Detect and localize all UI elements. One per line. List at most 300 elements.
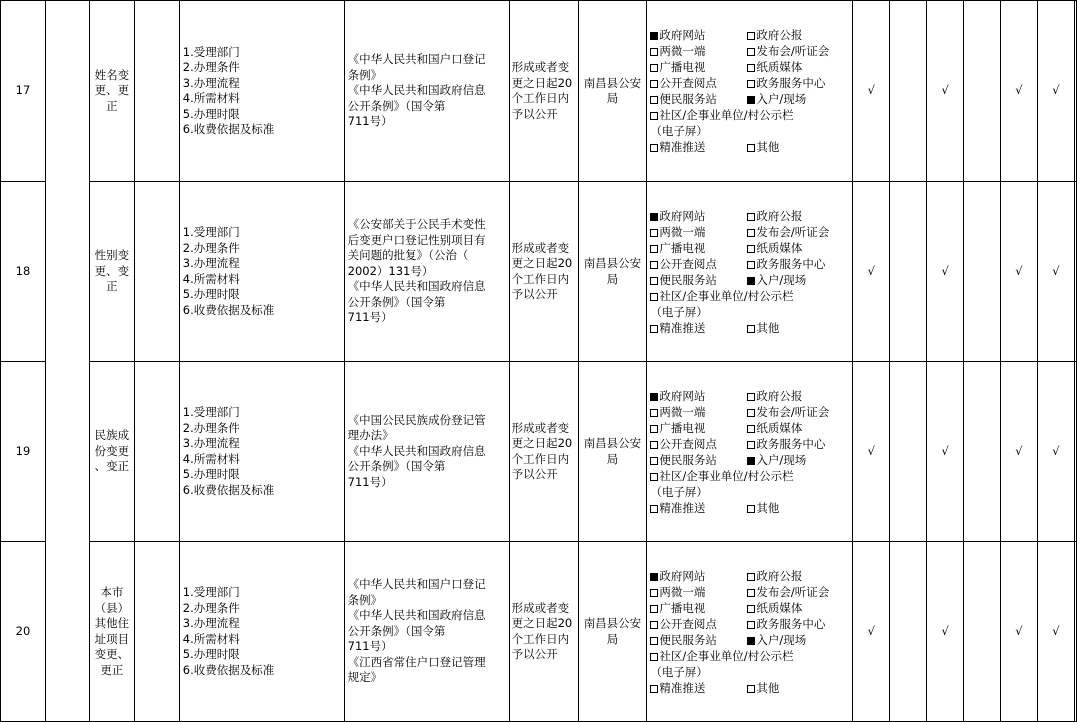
basis-line: 711号）: [347, 474, 393, 489]
topic-list: [179, 182, 344, 362]
checkbox-checked-icon[interactable]: [747, 637, 755, 645]
basis-line: 《中华人民共和国政府信息: [347, 83, 486, 98]
checkbox-icon[interactable]: [650, 505, 658, 513]
checkbox-icon[interactable]: [650, 325, 658, 333]
check-mark-cell: √: [1037, 1, 1074, 182]
check-mark-cell: √: [853, 362, 890, 542]
item-name-line: 正: [106, 279, 118, 294]
channel-row: [650, 500, 852, 516]
item-name-line: 、变正: [94, 459, 130, 474]
channel-label: 广播电视: [659, 240, 706, 255]
table-row: [1, 1, 1077, 182]
empty-check-cell: [964, 362, 1001, 542]
topic-item: 6.收费依据及标准: [182, 482, 275, 497]
channel-option[interactable]: [650, 256, 717, 272]
channel-option[interactable]: [747, 208, 802, 224]
channel-label: 精准推送: [659, 140, 706, 154]
channel-label: 入户/现场: [756, 92, 807, 106]
checkbox-icon[interactable]: [650, 441, 658, 449]
checkbox-icon[interactable]: [747, 213, 755, 221]
channel-option: [650, 484, 708, 500]
empty-cell: [134, 1, 179, 182]
checkbox-checked-icon[interactable]: [650, 393, 658, 401]
channel-option[interactable]: [650, 107, 793, 123]
checkbox-icon[interactable]: [650, 64, 658, 72]
channel-label: 政府公报: [756, 28, 803, 42]
channel-option[interactable]: [747, 139, 779, 155]
empty-cell: [134, 182, 179, 362]
check-mark-cell: √: [1001, 1, 1038, 182]
legal-basis: [344, 362, 509, 542]
checkbox-icon[interactable]: [747, 441, 755, 449]
agency: 南昌县公安局: [578, 1, 647, 182]
item-name-line: 本市: [100, 585, 124, 599]
channel-label: （电子屏）: [650, 124, 708, 138]
channel-label: 广播电视: [659, 60, 706, 74]
topic-item: 6.收费依据及标准: [182, 302, 275, 317]
topic-item: 1.受理部门: [182, 405, 240, 419]
topic-item: 3.办理流程: [182, 256, 240, 270]
channel-option[interactable]: [650, 75, 717, 91]
channel-row: [650, 272, 852, 288]
checkbox-checked-icon[interactable]: [747, 96, 755, 104]
checkbox-icon[interactable]: [650, 685, 658, 693]
topic-item: 4.所需材料: [182, 91, 240, 105]
basis-line: 《公安部关于公民手术变性: [347, 217, 486, 232]
channel-label: 入户/现场: [756, 452, 807, 467]
channel-option[interactable]: [747, 420, 802, 436]
row-number: 17: [1, 1, 46, 182]
channel-label: 精准推送: [659, 680, 706, 695]
channel-row: [650, 632, 852, 648]
channel-row: [650, 208, 852, 224]
basis-line: 711号）: [347, 310, 393, 325]
checkbox-icon[interactable]: [747, 393, 755, 401]
legal-basis: [344, 542, 509, 722]
channel-option[interactable]: [747, 91, 806, 107]
channel-label: 精准推送: [659, 320, 706, 335]
channel-option[interactable]: [650, 452, 717, 468]
channel-option[interactable]: [747, 59, 802, 75]
channel-row: [650, 75, 852, 91]
channel-option[interactable]: [650, 648, 793, 664]
channel-label: 政府公报: [756, 568, 803, 583]
channel-row: [650, 404, 852, 420]
channel-row: [650, 648, 852, 664]
item-name-line: 更、更: [94, 83, 130, 98]
basis-line: 《中华人民共和国政府信息: [347, 608, 486, 623]
channel-row: [650, 468, 852, 484]
checkbox-icon[interactable]: [650, 653, 658, 661]
topic-item: 1.受理部门: [182, 585, 240, 599]
checkbox-icon[interactable]: [650, 589, 658, 597]
channel-label: 发布会/听证会: [756, 44, 830, 58]
topic-item: 3.办理流程: [182, 75, 240, 90]
item-name-line: 更正: [100, 662, 124, 677]
time-limit: 形成或者变更之日起20个工作日内予以公开: [509, 542, 578, 722]
basis-line: 公开条例》（国令第: [347, 623, 446, 638]
channel-label: 入户/现场: [756, 632, 807, 647]
channel-label: 政府网站: [659, 28, 706, 42]
checkbox-icon[interactable]: [747, 64, 755, 72]
empty-cell: [134, 362, 179, 542]
checkbox-icon[interactable]: [650, 457, 658, 465]
publish-channels: [647, 542, 853, 722]
empty-check-cell: [890, 542, 927, 722]
channel-option[interactable]: [650, 632, 717, 648]
checkbox-icon[interactable]: [747, 425, 755, 433]
channel-label: 公开查阅点: [659, 256, 717, 271]
channel-label: 便民服务站: [659, 632, 717, 647]
channel-option[interactable]: [747, 43, 829, 59]
basis-line: 条例》: [347, 592, 383, 607]
empty-check-cell: [890, 182, 927, 362]
channel-label: 政务服务中心: [756, 76, 826, 90]
publish-channels: [647, 1, 853, 182]
channel-option[interactable]: [650, 420, 705, 436]
checkbox-icon[interactable]: [650, 245, 658, 253]
channel-option[interactable]: [650, 288, 793, 304]
channel-label: 发布会/听证会: [756, 404, 830, 419]
channel-label: 其他: [756, 500, 780, 515]
channel-row: [650, 256, 852, 272]
channel-option[interactable]: [650, 224, 705, 240]
channel-option[interactable]: [650, 500, 705, 516]
topic-list: [179, 542, 344, 722]
channel-label: 其他: [756, 320, 780, 335]
channel-row: [650, 452, 852, 468]
channel-label: 社区/企事业单位/村公示栏: [659, 648, 794, 663]
channel-option[interactable]: [747, 256, 825, 272]
basis-line: 条例》: [347, 67, 383, 82]
channel-label: 纸质媒体: [756, 600, 803, 615]
agency: 南昌县公安局: [578, 542, 647, 722]
basis-line: 后变更户口登记性别项目有: [347, 232, 486, 247]
checkbox-icon[interactable]: [650, 112, 658, 120]
channel-option[interactable]: [650, 404, 705, 420]
channel-label: 其他: [756, 680, 780, 695]
checkbox-icon[interactable]: [650, 621, 658, 629]
checkbox-icon[interactable]: [747, 573, 755, 581]
channel-option[interactable]: [747, 75, 825, 91]
channel-row: [650, 43, 852, 59]
channel-option[interactable]: [650, 388, 705, 404]
channel-option[interactable]: [650, 27, 705, 43]
channel-option[interactable]: [650, 272, 717, 288]
channel-option[interactable]: [747, 224, 829, 240]
checkbox-icon[interactable]: [650, 80, 658, 88]
checkbox-icon[interactable]: [747, 505, 755, 513]
channel-label: 政务服务中心: [756, 616, 826, 631]
channel-row: [650, 320, 852, 336]
basis-line: 《中国公民民族成份登记管: [347, 412, 486, 427]
row-number: 18: [1, 182, 46, 362]
channel-option[interactable]: [747, 680, 779, 696]
channel-label: 两微一端: [659, 404, 706, 419]
channel-option[interactable]: [650, 43, 705, 59]
item-name-line: 姓名变: [94, 67, 130, 82]
channel-label: 便民服务站: [659, 92, 717, 106]
checkbox-icon[interactable]: [650, 229, 658, 237]
topic-item: 5.办理时限: [182, 106, 240, 121]
basis-line: 公开条例》（国令第: [347, 459, 446, 474]
topic-item: 1.受理部门: [182, 225, 240, 239]
agency: 南昌县公安局: [578, 362, 647, 542]
channel-label: 两微一端: [659, 584, 706, 599]
checkbox-icon[interactable]: [650, 144, 658, 152]
row-number: 19: [1, 362, 46, 542]
checkbox-checked-icon[interactable]: [747, 457, 755, 465]
basis-line: 《中华人民共和国政府信息: [347, 443, 486, 458]
channel-label: 便民服务站: [659, 272, 717, 287]
channel-option[interactable]: [747, 240, 802, 256]
channel-label: 精准推送: [659, 500, 706, 515]
topic-list: [179, 1, 344, 182]
item-name: [89, 542, 134, 722]
channel-label: 公开查阅点: [659, 436, 717, 451]
check-mark-cell: √: [927, 182, 964, 362]
item-name-line: 更、变: [94, 263, 130, 278]
channel-option[interactable]: [747, 632, 806, 648]
channel-label: 广播电视: [659, 420, 706, 435]
topic-item: 4.所需材料: [182, 631, 240, 646]
channel-option[interactable]: [650, 584, 705, 600]
channel-label: （电子屏）: [650, 484, 708, 499]
checkbox-icon[interactable]: [650, 48, 658, 56]
channel-row: [650, 288, 852, 304]
channel-row: [650, 616, 852, 632]
checkbox-icon[interactable]: [650, 277, 658, 285]
time-limit: 形成或者变更之日起20个工作日内予以公开: [509, 362, 578, 542]
check-mark-cell: √: [1001, 542, 1038, 722]
check-mark-cell: √: [1037, 182, 1074, 362]
basis-line: 《中华人民共和国政府信息: [347, 279, 486, 294]
checkbox-icon[interactable]: [650, 409, 658, 417]
item-name: [89, 1, 134, 182]
channel-label: 政府网站: [659, 388, 706, 403]
checkbox-icon[interactable]: [650, 293, 658, 301]
checkbox-icon[interactable]: [747, 80, 755, 88]
channel-option[interactable]: [650, 59, 705, 75]
channel-option[interactable]: [747, 568, 802, 584]
topic-item: 5.办理时限: [182, 647, 240, 661]
channel-label: 纸质媒体: [756, 240, 803, 255]
channel-row: [650, 224, 852, 240]
channel-label: 纸质媒体: [756, 60, 803, 74]
channel-option[interactable]: [747, 436, 825, 452]
channel-option[interactable]: [747, 584, 829, 600]
channel-option[interactable]: [650, 240, 705, 256]
item-name-line: 民族成: [94, 428, 130, 443]
channel-option[interactable]: [650, 320, 705, 336]
channel-row: [650, 27, 852, 43]
channel-option[interactable]: [650, 139, 705, 155]
checkbox-checked-icon[interactable]: [650, 573, 658, 581]
topic-item: 6.收费依据及标准: [182, 662, 275, 677]
topic-item: 4.所需材料: [182, 451, 240, 466]
topic-item: 2.办理条件: [182, 60, 240, 74]
channel-label: 社区/企事业单位/村公示栏: [659, 288, 794, 303]
channel-option: [650, 664, 708, 680]
basis-line: 711号）: [347, 639, 393, 654]
channel-label: （电子屏）: [650, 664, 708, 679]
channel-row: [650, 123, 852, 139]
channel-option[interactable]: [650, 436, 717, 452]
item-name-line: 份变更: [94, 443, 130, 458]
channel-label: 发布会/听证会: [756, 584, 830, 599]
agency: 南昌县公安局: [578, 182, 647, 362]
channel-row: [650, 484, 852, 500]
channel-row: [650, 107, 852, 123]
checkbox-icon[interactable]: [747, 144, 755, 152]
channel-row: [650, 680, 852, 696]
basis-line: 711号）: [347, 114, 393, 129]
checkbox-icon[interactable]: [747, 409, 755, 417]
channel-label: 公开查阅点: [659, 76, 717, 90]
check-mark-cell: √: [1001, 182, 1038, 362]
checkbox-icon[interactable]: [747, 229, 755, 237]
table-row: [1, 542, 1077, 722]
channel-option: [650, 123, 708, 139]
channel-option[interactable]: [747, 272, 806, 288]
channel-label: 纸质媒体: [756, 420, 803, 435]
channel-label: 其他: [756, 140, 780, 154]
checkbox-icon[interactable]: [747, 685, 755, 693]
topic-list: [179, 362, 344, 542]
topic-item: 2.办理条件: [182, 240, 240, 255]
check-mark-cell: √: [927, 542, 964, 722]
channel-option[interactable]: [747, 404, 829, 420]
checkbox-icon[interactable]: [650, 605, 658, 613]
channel-option[interactable]: [747, 320, 779, 336]
checkbox-icon[interactable]: [747, 32, 755, 40]
checkbox-checked-icon[interactable]: [650, 213, 658, 221]
table-row: [1, 182, 1077, 362]
checkbox-icon[interactable]: [747, 605, 755, 613]
checkbox-icon[interactable]: [747, 245, 755, 253]
topic-item: 3.办理流程: [182, 436, 240, 450]
channel-label: 政府公报: [756, 388, 803, 403]
channel-label: 政府公报: [756, 208, 803, 223]
channel-row: [650, 59, 852, 75]
checkbox-icon[interactable]: [747, 589, 755, 597]
channel-label: 入户/现场: [756, 272, 807, 287]
channel-option[interactable]: [650, 680, 705, 696]
check-mark-cell: √: [853, 1, 890, 182]
basis-line: 《江西省常住户口登记管理: [347, 654, 486, 669]
item-name: [89, 182, 134, 362]
topic-item: 5.办理时限: [182, 287, 240, 301]
empty-check-cell: [964, 182, 1001, 362]
channel-option[interactable]: [747, 500, 779, 516]
channel-row: [650, 388, 852, 404]
channel-row: [650, 139, 852, 155]
check-mark-cell: √: [1037, 362, 1074, 542]
item-name-line: 址项目: [94, 631, 130, 646]
basis-line: 《中华人民共和国户口登记: [347, 52, 486, 67]
topic-item: 2.办理条件: [182, 420, 240, 435]
channel-label: 政务服务中心: [756, 436, 826, 451]
item-name-line: 性别变: [94, 248, 130, 263]
channel-label: 发布会/听证会: [756, 224, 830, 239]
channel-row: [650, 91, 852, 107]
channel-option[interactable]: [747, 600, 802, 616]
topic-item: 3.办理流程: [182, 616, 240, 630]
check-mark-cell: √: [853, 182, 890, 362]
channel-label: 政务服务中心: [756, 256, 826, 271]
channel-option[interactable]: [747, 27, 802, 43]
check-mark-cell: √: [1001, 362, 1038, 542]
checkbox-icon[interactable]: [650, 473, 658, 481]
checkbox-icon[interactable]: [650, 261, 658, 269]
channel-option[interactable]: [650, 208, 705, 224]
channel-row: [650, 568, 852, 584]
checkbox-icon[interactable]: [747, 261, 755, 269]
checkbox-checked-icon[interactable]: [650, 32, 658, 40]
channel-label: 社区/企事业单位/村公示栏: [659, 108, 794, 122]
basis-line: 规定》: [347, 670, 383, 685]
checkbox-icon[interactable]: [747, 325, 755, 333]
item-name-line: （县）: [94, 600, 130, 615]
basis-line: 公开条例》（国令第: [347, 98, 446, 113]
basis-line: 关问题的批复》（公治（: [347, 248, 469, 263]
channel-row: [650, 436, 852, 452]
basis-line: 2002）131号）: [347, 263, 434, 278]
check-mark-cell: √: [927, 362, 964, 542]
empty-check-cell: [964, 1, 1001, 182]
basis-line: 理办法》: [347, 428, 394, 443]
edge-cell: [1074, 1, 1076, 182]
checkbox-icon[interactable]: [747, 621, 755, 629]
time-limit: 形成或者变更之日起20个工作日内予以公开: [509, 1, 578, 182]
topic-item: 4.所需材料: [182, 271, 240, 286]
channel-option[interactable]: [650, 568, 705, 584]
edge-cell: [1074, 362, 1076, 542]
channel-option[interactable]: [650, 616, 717, 632]
channel-option[interactable]: [650, 600, 705, 616]
empty-check-cell: [890, 1, 927, 182]
checkbox-checked-icon[interactable]: [747, 277, 755, 285]
checkbox-icon[interactable]: [650, 425, 658, 433]
empty-check-cell: [890, 362, 927, 542]
check-mark-cell: √: [853, 542, 890, 722]
checkbox-icon[interactable]: [650, 637, 658, 645]
checkbox-icon[interactable]: [747, 48, 755, 56]
channel-option[interactable]: [747, 452, 806, 468]
legal-basis: [344, 182, 509, 362]
channel-row: [650, 304, 852, 320]
channel-option[interactable]: [747, 388, 802, 404]
edge-cell: [1074, 542, 1076, 722]
publish-channels: [647, 362, 853, 542]
legal-basis: [344, 1, 509, 182]
channel-row: [650, 240, 852, 256]
channel-row: [650, 420, 852, 436]
channel-option[interactable]: [747, 616, 825, 632]
table-row: [1, 362, 1077, 542]
item-name-line: 变更、: [94, 647, 130, 661]
channel-option[interactable]: [650, 468, 793, 484]
empty-cell: [134, 542, 179, 722]
channel-row: [650, 584, 852, 600]
item-name-line: 正: [106, 98, 118, 113]
basis-line: 公开条例》（国令第: [347, 294, 446, 309]
channel-row: [650, 600, 852, 616]
empty-check-cell: [964, 542, 1001, 722]
channel-option[interactable]: [650, 91, 717, 107]
checkbox-icon[interactable]: [650, 96, 658, 104]
channel-label: 公开查阅点: [659, 616, 717, 631]
